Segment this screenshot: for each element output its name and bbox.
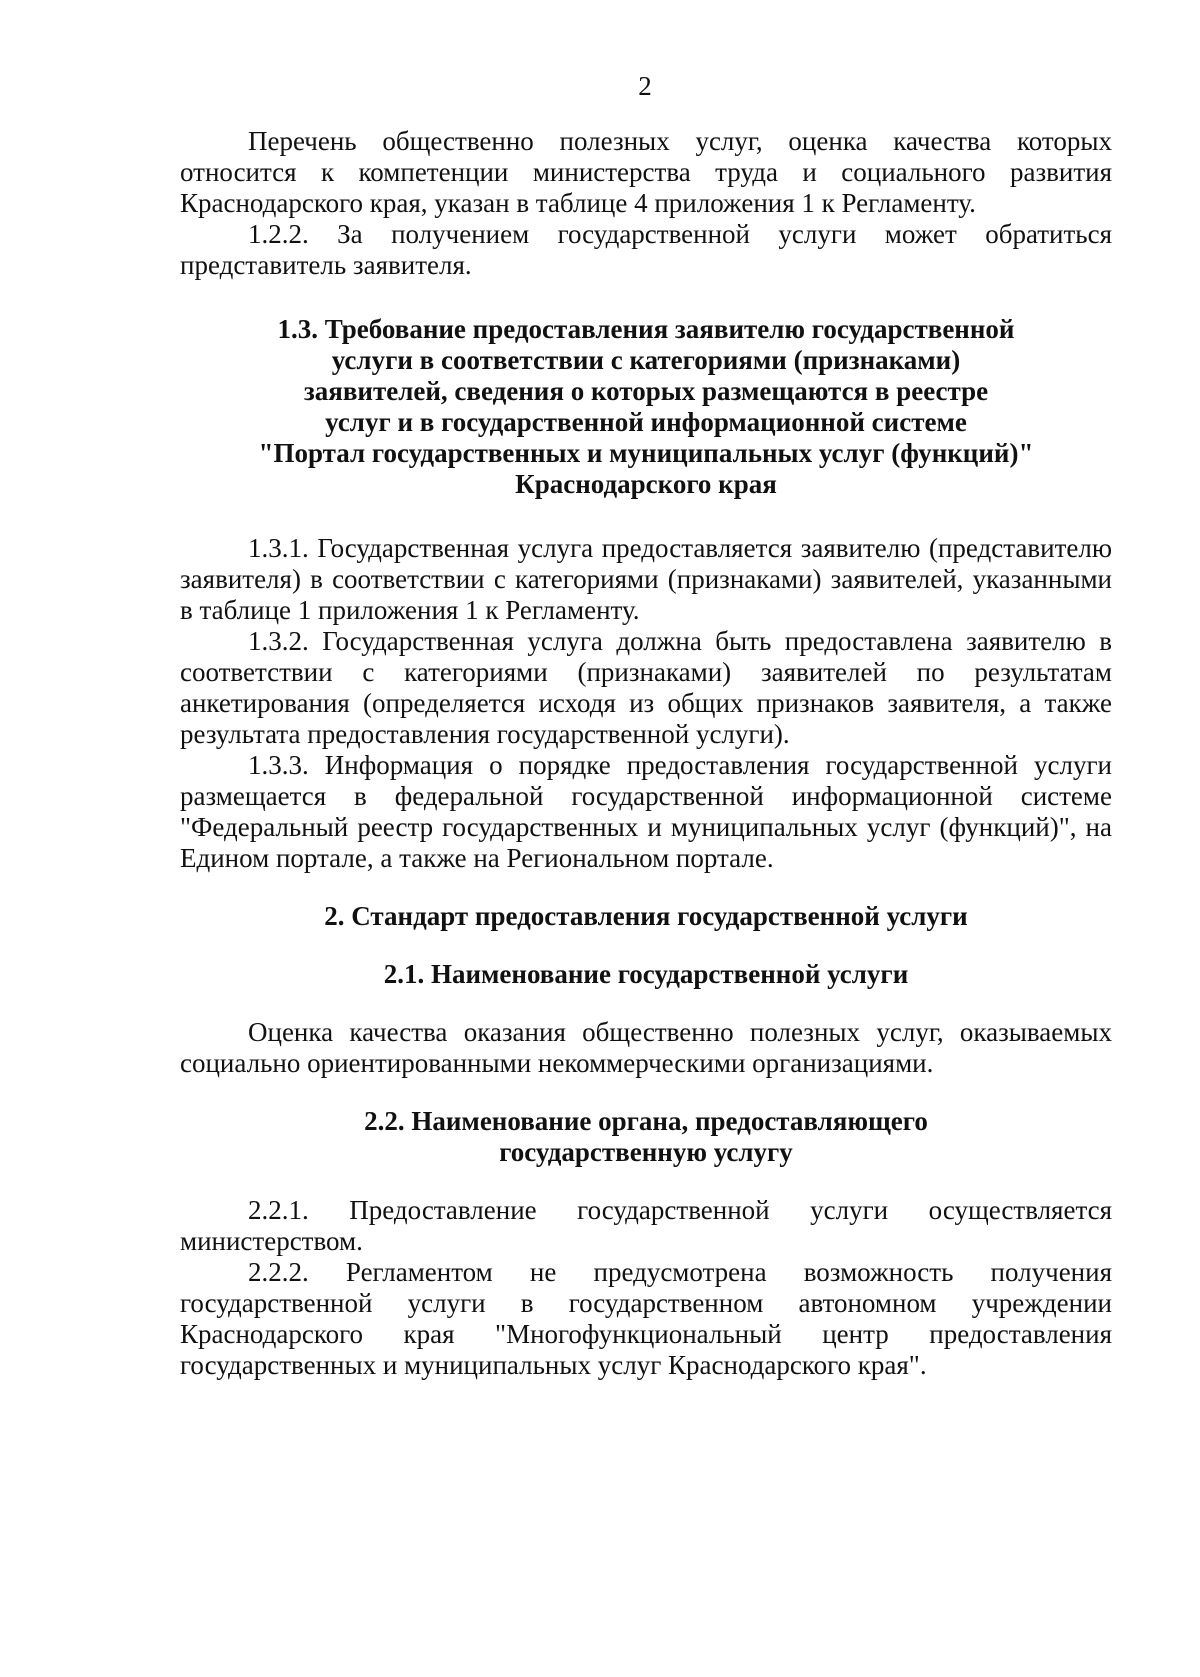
paragraph-2-2-1: 2.2.1. Предоставление государственной услуги осуществляется министерством. [180, 1195, 1112, 1256]
heading-line: 1.3. Требование предоставления заявителю государственной [277, 314, 1015, 344]
heading-line: Краснодарского края [515, 469, 777, 499]
section-heading-1-3 [180, 314, 1112, 500]
heading-line: государственную услугу [499, 1137, 793, 1167]
paragraph-services-list: Перечень общественно полезных услуг, оценка качества которых относится к компетенции министерства труда и социального развития Краснодарского края, указан в таблице 4 приложения 1 к Регламенту. [180, 126, 1112, 218]
paragraph-1-3-1: 1.3.1. Государственная услуга предоставляется заявителю (представителю заявителя) в соответствии с категориями (признаками) заявителей, указанными в таблице 1 приложения 1 к Регламенту. [180, 533, 1112, 625]
paragraph-1-3-3: 1.3.3. Информация о порядке предоставления государственной услуги размещается в федеральной государственной информационной системе "Федеральный реестр государственных и муниципальных услуг (функций)", на Едином портале, а также на Региональном портале. [180, 750, 1112, 873]
heading-line: 2. Стандарт предоставления государственной услуги [324, 901, 968, 931]
document-body [180, 126, 1112, 1381]
heading-line: "Портал государственных и муниципальных услуг (функций)" [258, 438, 1034, 468]
heading-line: заявителей, сведения о которых размещаются в реестре [303, 376, 989, 406]
section-heading-2-2 [180, 1106, 1112, 1168]
paragraph-service-name: Оценка качества оказания общественно полезных услуг, оказываемых социально ориентированными некоммерческими организациями. [180, 1017, 1112, 1078]
heading-line: услуг и в государственной информационной системе [325, 407, 967, 437]
section-heading-2 [180, 901, 1112, 932]
section-heading-2-1 [180, 959, 1112, 990]
paragraph-1-2-2: 1.2.2. За получением государственной услуги может обратиться представитель заявителя. [180, 219, 1112, 280]
paragraph-2-2-2: 2.2.2. Регламентом не предусмотрена возможность получения государственной услуги в государственном автономном учреждении Краснодарского края "Многофункциональный центр предоставления государственных и муниципальных услуг Краснодарского края". [180, 1257, 1112, 1380]
paragraph-1-3-2: 1.3.2. Государственная услуга должна быть предоставлена заявителю в соответствии с категориями (признаками) заявителей по результатам анкетирования (определяется исходя из общих признаков заявителя, а также результата предоставления государственной услуги). [180, 626, 1112, 749]
page-number: 2 [638, 71, 652, 101]
heading-line: 2.2. Наименование органа, предоставляющего [364, 1106, 928, 1136]
heading-line: 2.1. Наименование государственной услуги [383, 959, 909, 989]
heading-line: услуги в соответствии с категориями (признаками) [331, 345, 961, 375]
